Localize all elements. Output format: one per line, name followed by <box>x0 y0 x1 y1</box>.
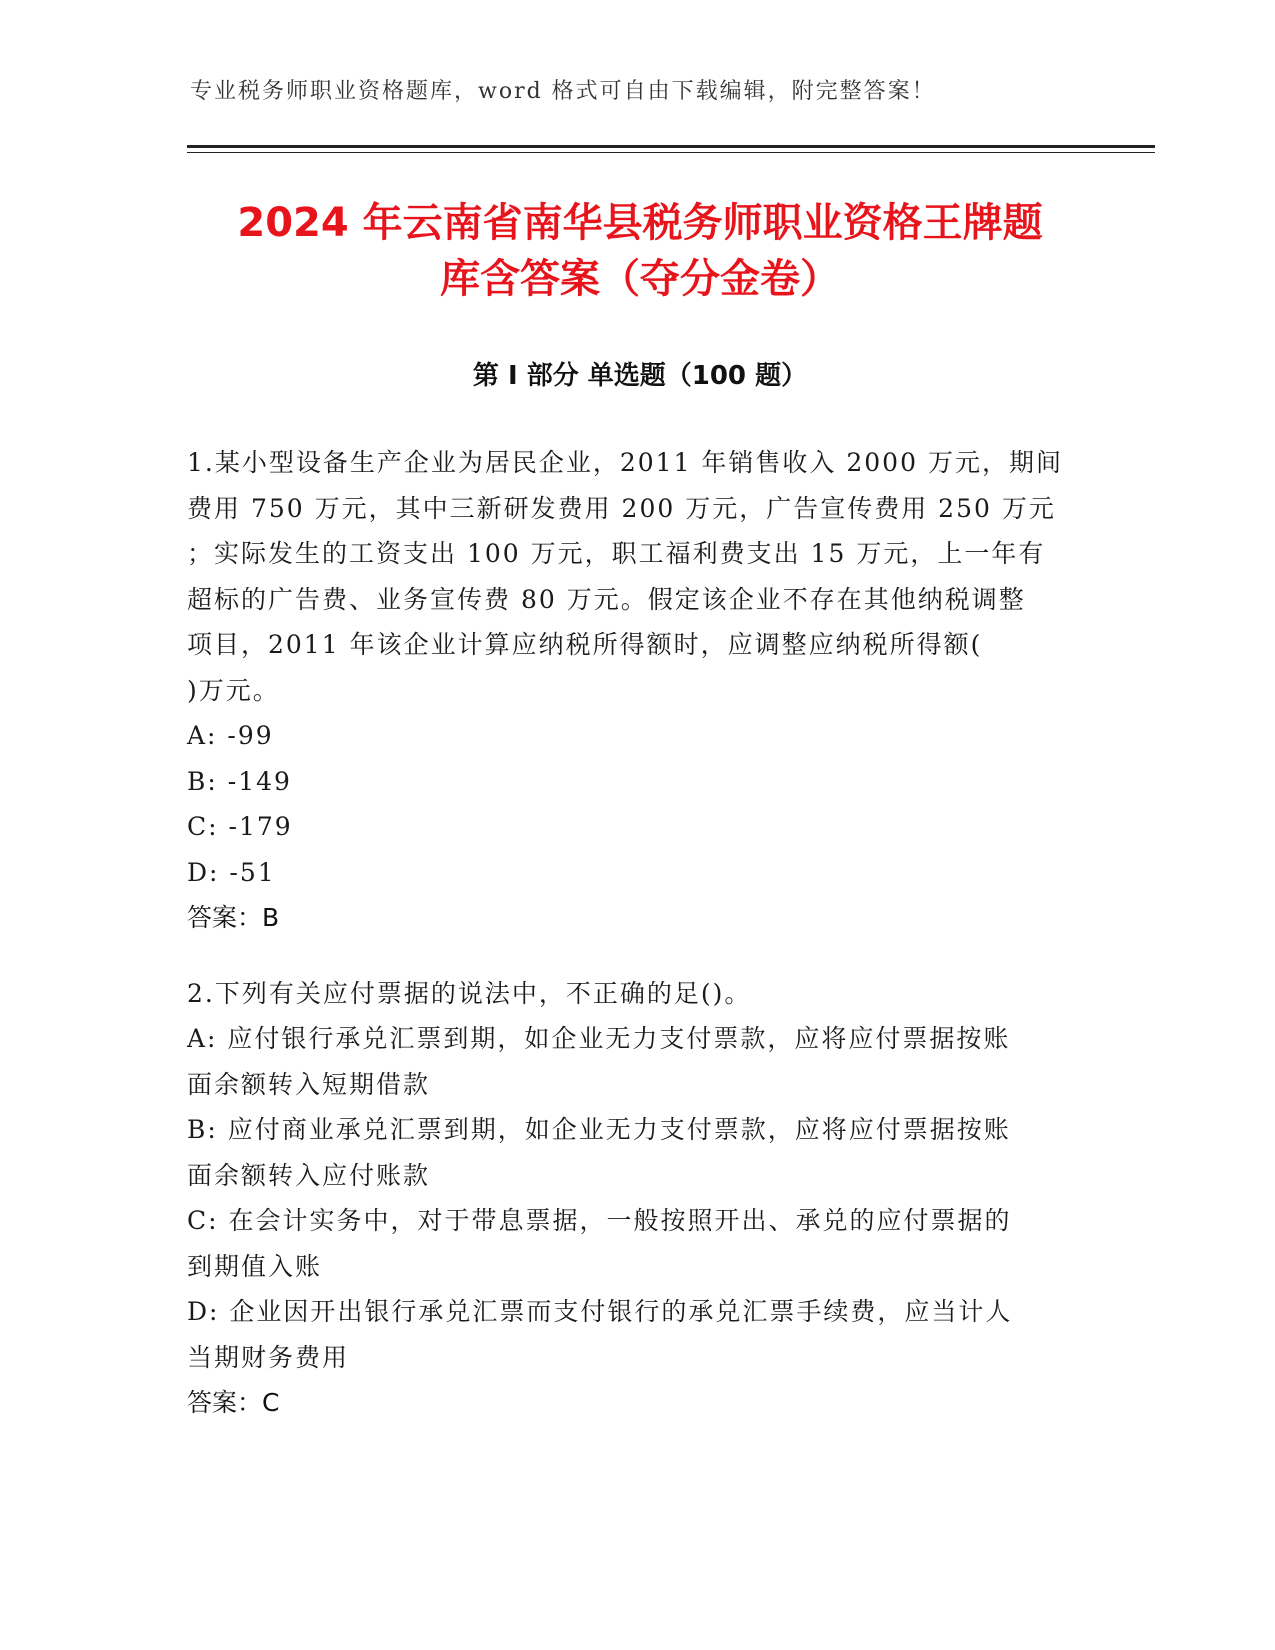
answer: 答案：B <box>187 903 280 932</box>
option-d: D: 企业因开出银行承兑汇票而支付银行的承兑汇票手续费，应当计人 <box>187 1297 1013 1326</box>
doc-title <box>190 195 1090 307</box>
doc-title-line-1: 2024 年云南省南华县税务师职业资格王牌题 <box>237 200 1043 246</box>
option-d-continued: 当期财务费用 <box>187 1342 350 1372</box>
option-c: C: 在会计实务中，对于带息票据，一般按照开出、承兑的应付票据的 <box>187 1206 1012 1235</box>
option-d: D: -51 <box>187 857 276 887</box>
header-rule <box>187 145 1155 148</box>
question-stem-line: 1.某小型设备生产企业为居民企业，2011 年销售收入 2000 万元，期间 <box>187 448 1063 477</box>
question-stem-line: ；实际发生的工资支出 100 万元，职工福利费支出 15 万元，上一年有 <box>187 539 1046 568</box>
question-stem-line: 费用 750 万元，其中三新研发费用 200 万元，广告宣传费用 250 万元 <box>187 493 1056 523</box>
question-1 <box>187 440 1082 941</box>
question-list <box>187 440 1082 1456</box>
option-a-continued: 面余额转入短期借款 <box>187 1069 431 1099</box>
option-a: A: 应付银行承兑汇票到期，如企业无力支付票款，应将应付票据按账 <box>187 1024 1011 1053</box>
option-b-continued: 面余额转入应付账款 <box>187 1160 431 1190</box>
answer: 答案：C <box>187 1388 280 1417</box>
header-rule-thin <box>187 152 1155 153</box>
question-stem-line: )万元。 <box>187 675 280 705</box>
option-b: B: 应付商业承兑汇票到期，如企业无力支付票款，应将应付票据按账 <box>187 1115 1011 1144</box>
option-b: B: -149 <box>187 766 292 796</box>
question-stem-line: 2.下列有关应付票据的说法中，不正确的足()。 <box>187 978 752 1008</box>
section-title: 第 I 部分 单选题（100 题） <box>472 361 808 391</box>
option-c-continued: 到期值入账 <box>187 1251 323 1281</box>
option-a: A: -99 <box>187 721 274 750</box>
question-stem-line: 项目，2011 年该企业计算应纳税所得额时，应调整应纳税所得额( <box>187 630 983 659</box>
question-2 <box>187 971 1082 1426</box>
doc-title-line-2: 库含答案（夺分金卷） <box>440 256 840 302</box>
page-header: 专业税务师职业资格题库，word 格式可自由下载编辑，附完整答案！ <box>190 79 936 104</box>
question-stem-line: 超标的广告费、业务宣传费 80 万元。假定该企业不存在其他纳税调整 <box>187 584 1026 614</box>
option-c: C: -179 <box>187 812 293 841</box>
